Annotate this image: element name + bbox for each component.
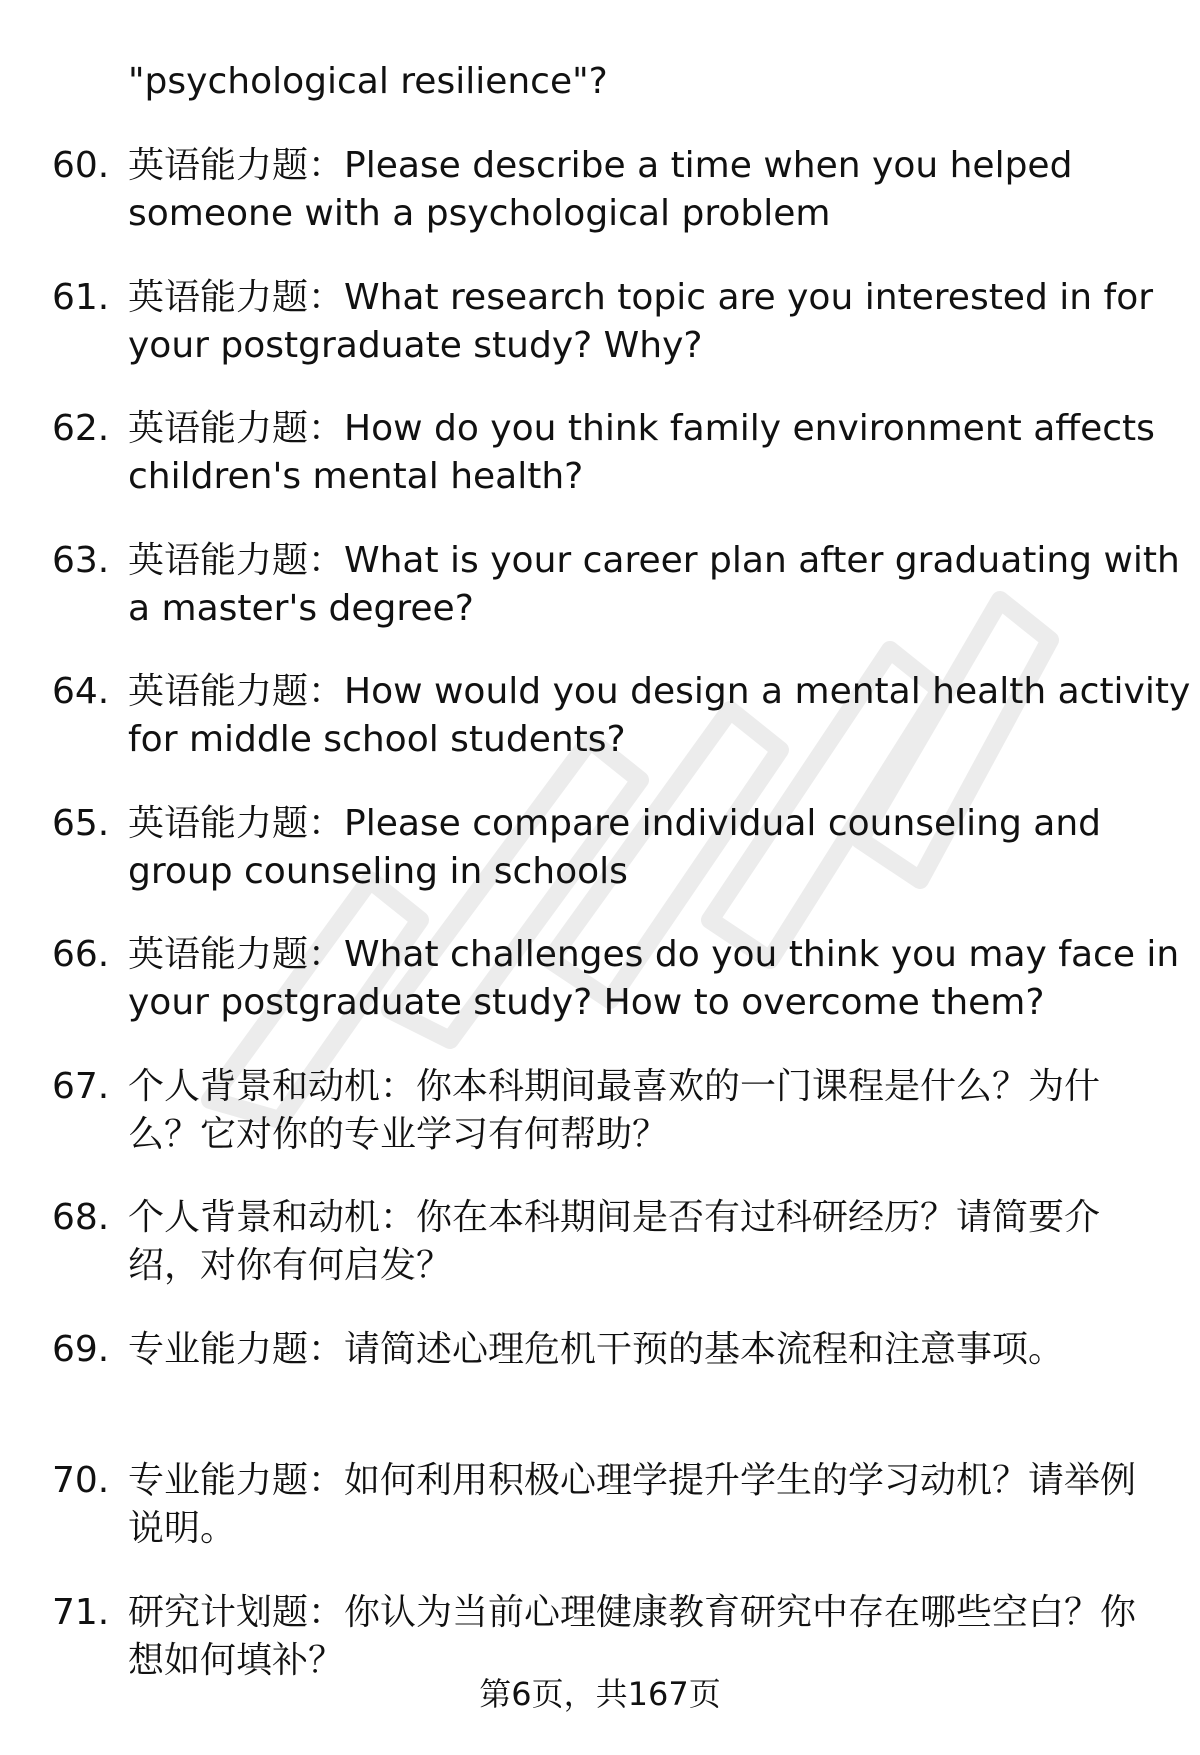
question-text-line: 研究计划题：你认为当前心理健康教育研究中存在哪些空白？你 — [128, 1591, 1137, 1633]
question-item — [0, 1194, 1200, 1326]
question-text-line: 英语能力题：What is your career plan after graduating with — [128, 539, 1180, 581]
question-text — [128, 405, 1158, 501]
question-text-line: a master's degree? — [128, 587, 474, 629]
question-text-line: 专业能力题：如何利用积极心理学提升学生的学习动机？请举例 — [128, 1460, 1137, 1501]
question-number: 70. — [52, 1460, 110, 1501]
question-item — [0, 668, 1200, 800]
question-text — [128, 1194, 1158, 1290]
question-number: 68. — [52, 1197, 110, 1238]
question-text-line: 英语能力题：How do you think family environment affects — [128, 408, 1155, 449]
continued-question-text: "psychological resilience"? — [128, 61, 608, 102]
question-text-line: 专业能力题：请简述心理危机干预的基本流程和注意事项。 — [128, 1328, 1065, 1370]
question-text-line: your postgraduate study? How to overcome them? — [128, 982, 1045, 1023]
question-number: 61. — [52, 276, 110, 318]
question-text — [128, 668, 1191, 764]
question-text — [128, 1589, 1158, 1685]
question-text — [128, 274, 1158, 370]
question-text-line: 说明。 — [128, 1508, 237, 1549]
question-text-line: 英语能力题：What research topic are you interested in for — [128, 276, 1154, 318]
question-item — [0, 931, 1200, 1063]
question-text — [128, 1326, 1158, 1374]
question-number: 65. — [52, 802, 110, 844]
question-item — [0, 537, 1200, 669]
question-text-line: 想如何填补？ — [128, 1639, 345, 1681]
question-text-line: 英语能力题：What challenges do you think you may face in — [128, 934, 1180, 975]
question-text-line: group counseling in schools — [128, 850, 628, 892]
question-text — [128, 1457, 1158, 1553]
question-number: 69. — [52, 1328, 110, 1370]
question-text-line: 英语能力题：Please compare individual counseling and — [128, 802, 1102, 844]
question-text — [128, 142, 1158, 238]
question-text — [128, 931, 1180, 1027]
question-number: 67. — [52, 1065, 110, 1107]
question-text-line: 个人背景和动机：你在本科期间是否有过科研经历？请简要介 — [128, 1197, 1101, 1238]
question-text — [128, 800, 1158, 896]
question-item — [0, 142, 1200, 274]
question-number: 64. — [52, 671, 110, 712]
question-text-line: 么？它对你的专业学习有何帮助？ — [128, 1113, 669, 1155]
page-footer: 第6页，共167页 — [479, 1675, 721, 1713]
question-list — [0, 142, 1200, 1720]
question-text — [128, 1063, 1158, 1159]
question-item — [0, 1326, 1200, 1458]
question-item — [0, 1457, 1200, 1589]
question-item — [0, 274, 1200, 406]
question-text-line: someone with a psychological problem — [128, 193, 831, 234]
question-text-line: children's mental health? — [128, 456, 584, 497]
question-item — [0, 1063, 1200, 1195]
question-text-line: 英语能力题：How would you design a mental health activity — [128, 671, 1191, 712]
question-number: 66. — [52, 934, 110, 975]
question-item — [0, 800, 1200, 932]
question-text-line: 个人背景和动机：你本科期间最喜欢的一门课程是什么？为什 — [128, 1065, 1101, 1107]
question-text-line: 绍，对你有何启发？ — [128, 1245, 453, 1286]
question-number: 60. — [52, 145, 110, 186]
question-text-line: 英语能力题：Please describe a time when you helped — [128, 145, 1073, 186]
question-item — [0, 405, 1200, 537]
question-text-line: for middle school students? — [128, 719, 626, 760]
question-text — [128, 537, 1180, 633]
question-number: 63. — [52, 539, 110, 581]
question-text-line: your postgraduate study? Why? — [128, 324, 703, 366]
question-number: 62. — [52, 408, 110, 449]
question-number: 71. — [52, 1591, 110, 1633]
